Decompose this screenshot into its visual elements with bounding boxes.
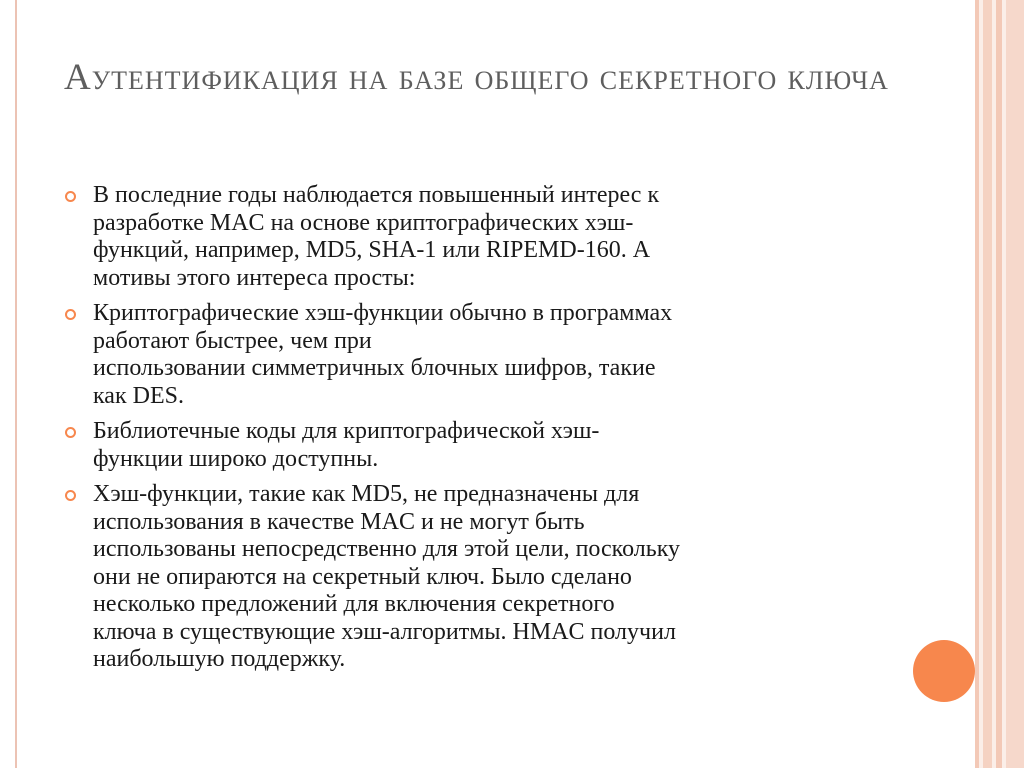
bullet-text: Хэш-функции, такие как MD5, не предназначены для использования в качестве MAC и не могут быть использованы непосредственно для этой цели, поскольку они не опираются на секретный ключ. Было сделано несколько предложений для включения секретного ключа в существующие хэш-алгоритмы. HMAC получил наибольшую поддержку. — [93, 481, 681, 672]
left-frame-line — [15, 0, 17, 768]
bullet-text: Библиотечные коды для криптографической хэш- функции широко доступны. — [93, 418, 600, 472]
bullet-text: Криптографические хэш-функции обычно в программах работают быстрее, чем при использовании симметричных блочных шифров, такие как DES. — [93, 300, 673, 409]
bullet-list — [64, 182, 894, 682]
bullet-item — [64, 300, 894, 410]
bullet-text: В последние годы наблюдается повышенный интерес к разработке MAC на основе криптографических хэш- функций, например, MD5, SHA-1 или RIPEMD-160. А мотивы этого интереса просты: — [93, 182, 660, 291]
bullet-item — [64, 182, 894, 292]
ring-bullet-icon — [65, 427, 76, 438]
right-decor-stripe — [983, 0, 992, 768]
ring-bullet-icon — [65, 309, 76, 320]
ring-bullet-icon — [65, 490, 76, 501]
right-decor-stripe — [1006, 0, 1024, 768]
bullet-item — [64, 481, 894, 674]
ring-bullet-icon — [65, 191, 76, 202]
bullet-item — [64, 418, 894, 473]
decorative-orange-circle — [913, 640, 975, 702]
slide-title: Аутентификация на базе общего секретного ключа — [64, 57, 889, 98]
